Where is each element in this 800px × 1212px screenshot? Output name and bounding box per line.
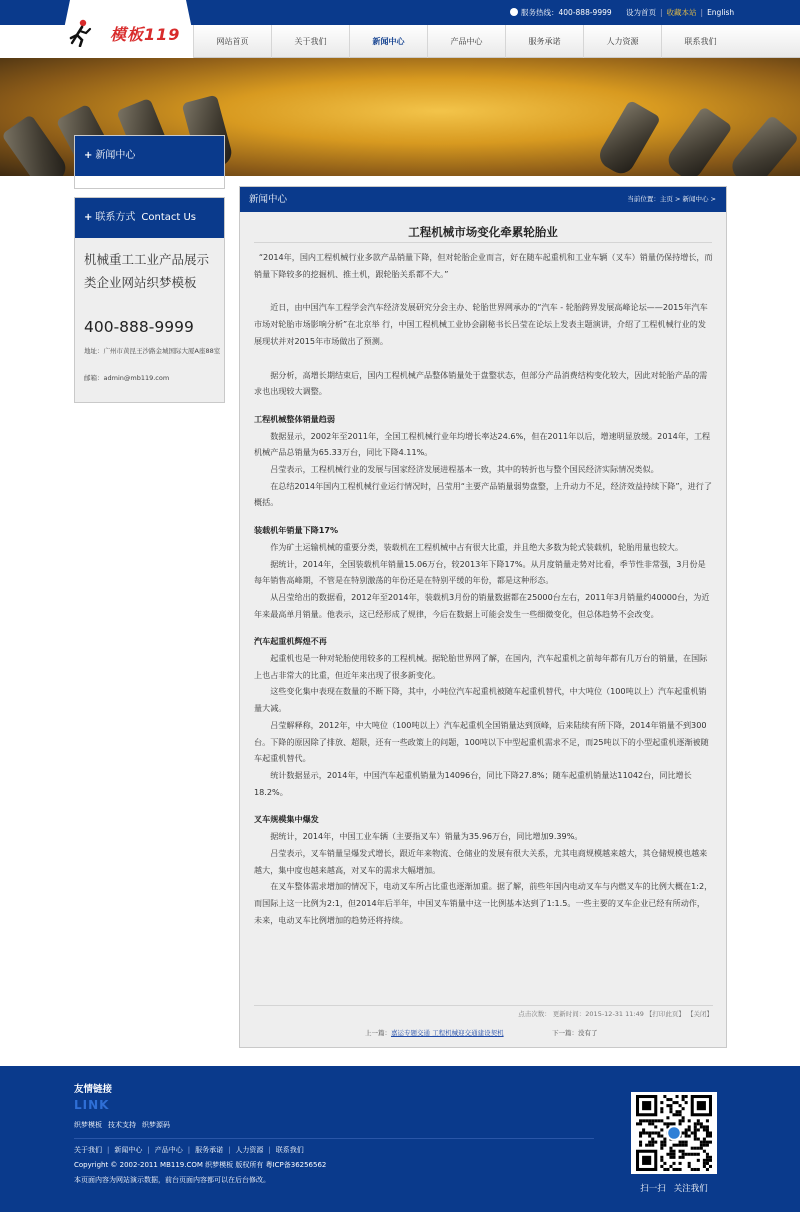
section-heading: 叉车规模集中爆发 (254, 814, 319, 825)
divider: | (228, 1146, 231, 1154)
section-title: 新闻中心 (249, 194, 288, 205)
next-article (552, 1028, 598, 1037)
footer-nav (74, 1145, 304, 1155)
breadcrumb[interactable]: 当前位置：主页 > 新闻中心 > (627, 195, 716, 203)
contact-phone: 400-888-9999 (84, 318, 194, 336)
divider: | (700, 8, 704, 17)
divider: | (147, 1146, 150, 1154)
footer-nav-hr[interactable]: 人力资源 (235, 1146, 264, 1154)
prev-article-link[interactable]: 嘉运专题交通 工程机械迎交通建设契机 (391, 1029, 504, 1037)
site-footer (0, 1066, 800, 1212)
nav-item-hr[interactable]: 人力资源 (583, 25, 661, 58)
article-meta[interactable]: 点击次数： 更新时间：2015-12-31 11:49 【打印此页】 【关闭】 (518, 1010, 713, 1018)
paragraph: 在叉车整体需求增加的情况下，电动叉车所占比重也逐渐加重。据了解，前些年国内电动叉车与内燃叉车的比例大概在1:2，而国际上这一比例为2:1，但2014年后半年，中国叉车销量中这一比例基本达到了1:1.5。一些主要的叉车企业已经有所动作，未来，电动叉车比例增加的趋势还将持续。 (254, 881, 713, 925)
section-heading: 汽车起重机辉煌不再 (254, 636, 327, 647)
prev-article (365, 1028, 504, 1037)
sidebar-news-box (74, 135, 225, 189)
article-title: 工程机械市场变化牵累轮胎业 (408, 225, 558, 239)
paragraph: 从吕莹给出的数据看，2012年至2014年，装载机3月份的销量数据都在25000台左右，2011年3月销量约40000台，为近年来最高单月销量。他表示，这已经形成了规律，今后在数据上可能会发生一些细微变化，但总体趋势不会改变。 (254, 591, 710, 619)
plus-icon: + (84, 150, 93, 161)
logo-runner-icon[interactable] (68, 19, 94, 47)
nav-item-home[interactable]: 网站首页 (193, 25, 271, 58)
excavator-tooth (595, 100, 661, 176)
hotline-text: 服务热线：400-888-9999 (521, 8, 612, 17)
paragraph: 统计数据显示，2014年，中国汽车起重机销量为14096台，同比下降27.8%；随车起重机销量达11042台，同比增长18.2%。 (254, 769, 692, 797)
excavator-tooth (663, 106, 733, 176)
paragraph: 吕莹解释称，2012年，中大吨位（100吨以上）汽车起重机全国销量达到顶峰，后来陆续有所下降，2014年销量不到300台。下降的原因除了排放、超限，还有一些政策上的问题，100吨以下中型起重机需求不足，而25吨以下的小型起重机逐渐被随车起重机替代。 (254, 719, 709, 764)
contact-email: 邮箱：admin@mb119.com (84, 374, 170, 382)
paragraph: 起重机也是一种对轮胎使用较多的工程机械。据轮胎世界网了解，在国内，汽车起重机之前每年都有几万台的销量，在国际上也占非常大的比重，但近年来出现了很多新变化。 (254, 653, 708, 680)
sidebar-news-header[interactable] (75, 136, 224, 176)
footer-nav-news[interactable]: 新闻中心 (114, 1146, 143, 1154)
plus-icon: + (84, 212, 93, 223)
hotline (510, 7, 612, 18)
friend-link[interactable]: 织梦模板 (74, 1121, 102, 1129)
friend-links (74, 1120, 176, 1130)
footer-note: 本页面内容为网站演示数据，前台页面内容都可以在后台修改。 (74, 1176, 270, 1184)
paragraph: 据分析，高增长期结束后，国内工程机械产品整体销量处于盘整状态，但部分产品消费结构变化较大，因此对轮胎产品的需求也出现较大调整。 (254, 369, 708, 397)
copyright: Copyright © 2002-2011 MB119.COM 织梦模板 版权所有 粤ICP备36256562 (74, 1161, 327, 1169)
logo-text[interactable]: 模板119 (110, 25, 181, 44)
next-label: 下一篇： (552, 1029, 578, 1037)
top-links (626, 7, 734, 18)
nav-item-about[interactable]: 关于我们 (271, 25, 349, 58)
nav-item-service[interactable]: 服务承诺 (505, 25, 583, 58)
excavator-tooth (727, 115, 800, 176)
friend-link[interactable]: 织梦源码 (142, 1121, 170, 1129)
sidebar-contact-title-en: Contact Us (141, 212, 197, 223)
divider (254, 242, 712, 243)
favorite-link[interactable]: 收藏本站 (666, 8, 697, 17)
paragraph: 据统计，2014年，中国工业车辆（主要指叉车）销量为35.96万台，同比增加9.39%。 (270, 831, 583, 842)
divider: | (660, 8, 663, 17)
nav-item-contact[interactable]: 联系我们 (661, 25, 739, 58)
footer-nav-service[interactable]: 服务承诺 (195, 1146, 224, 1154)
qr-code-icon (634, 1095, 714, 1171)
english-link[interactable]: English (707, 8, 735, 17)
paragraph: 数据显示，2002年至2011年，全国工程机械行业年均增长率达24.6%，但在2011年以后，增速明显放缓。2014年，工程机械产品总销量为65.33万台，同比下降4.11%。 (254, 430, 711, 458)
qr-caption-follow: 关注我们 (673, 1184, 708, 1194)
prev-label: 上一篇： (365, 1029, 391, 1037)
company-description: 机械重工工业产品展示类企业网站织梦模板 (84, 252, 210, 290)
friends-title-en: LINK (74, 1098, 110, 1112)
footer-nav-products[interactable]: 产品中心 (154, 1146, 183, 1154)
paragraph: 在总结2014年国内工程机械行业运行情况时，吕莹用“主要产品销量弱势盘整，上升动力不足，经济效益持续下降”，进行了概括。 (254, 480, 712, 508)
qr-caption-scan: 扫一扫 (640, 1184, 666, 1194)
paragraph: “2014年，国内工程机械行业多款产品销量下降，但对轮胎企业而言，好在随车起重机和工业车辆（叉车）销量仍保持增长，而销量下降较多的挖掘机、推土机，跟轮胎关系都不大。” (254, 252, 713, 279)
nav-item-news[interactable]: 新闻中心 (349, 25, 427, 58)
set-home-link[interactable]: 设为首页 (626, 8, 656, 17)
paragraph: 作为矿土运输机械的重要分类，装载机在工程机械中占有很大比重，并且绝大多数为轮式装载机，轮胎用量也较大。 (270, 541, 683, 552)
divider: | (187, 1146, 191, 1154)
divider: | (107, 1146, 110, 1154)
paragraph: 这些变化集中表现在数量的不断下降，其中，小吨位汽车起重机被随车起重机替代，中大吨位（100吨以上）汽车起重机销量大减。 (254, 686, 707, 714)
phone-icon (510, 8, 518, 16)
footer-nav-contact[interactable]: 联系我们 (275, 1146, 304, 1154)
section-heading: 工程机械整体销量趋弱 (254, 413, 335, 424)
paragraph: 近日，由中国汽车工程学会汽车经济发展研究分会主办、轮胎世界网承办的“汽车 - 轮胎跨界发展高峰论坛——2015年汽车市场对轮胎市场影响分析”在北京举 行，中国工程机械工业协会副秘书长吕莹在论坛上发表主题演讲，介绍了工程机械行业的发展现状并对2015年市场做出了预测。 (254, 302, 708, 346)
section-heading: 装载机年销量下降17% (254, 525, 339, 536)
divider (74, 1138, 594, 1139)
footer-nav-about[interactable]: 关于我们 (74, 1146, 102, 1154)
divider: | (268, 1146, 271, 1154)
article-panel-header (240, 187, 726, 212)
paragraph: 吕莹表示，工程机械行业的发展与国家经济发展进程基本一致，其中的转折也与整个国民经济实际情况类似。 (270, 464, 659, 475)
contact-address: 地址：广州市黄昆王沙路金城国际大厦A座88室 (84, 347, 221, 355)
friend-link[interactable]: 技术支持 (108, 1121, 136, 1129)
main-nav (193, 25, 800, 58)
sidebar-news-title: 新闻中心 (95, 150, 136, 161)
paragraph: 吕莹表示，叉车销量呈爆发式增长，跟近年来物流、仓储业的发展有很大关系，尤其电商规模越来越大，其仓储规模也越来越大，集中度也越来越高，对叉车的需求大幅增加。 (254, 847, 708, 875)
qr-code (631, 1092, 717, 1174)
divider (254, 1005, 713, 1006)
sidebar-contact-header (75, 198, 224, 238)
paragraph: 据统计，2014年，全国装载机年销量15.06万台，较2013年下降17%。从月度销量走势对比看，季节性非常强，3月份是每年销售高峰期，不管是在特别激荡的年份还是在特别平缓的年份，都是这种形态。 (254, 558, 706, 586)
next-article-value: 没有了 (578, 1029, 598, 1037)
nav-item-products[interactable]: 产品中心 (427, 25, 505, 58)
sidebar-contact-box (74, 197, 225, 403)
article-panel (239, 186, 727, 1048)
article-body (254, 249, 713, 928)
qr-caption (631, 1182, 717, 1194)
sidebar-contact-title: 联系方式 (95, 212, 136, 223)
friends-title: 友情链接 (74, 1084, 113, 1095)
